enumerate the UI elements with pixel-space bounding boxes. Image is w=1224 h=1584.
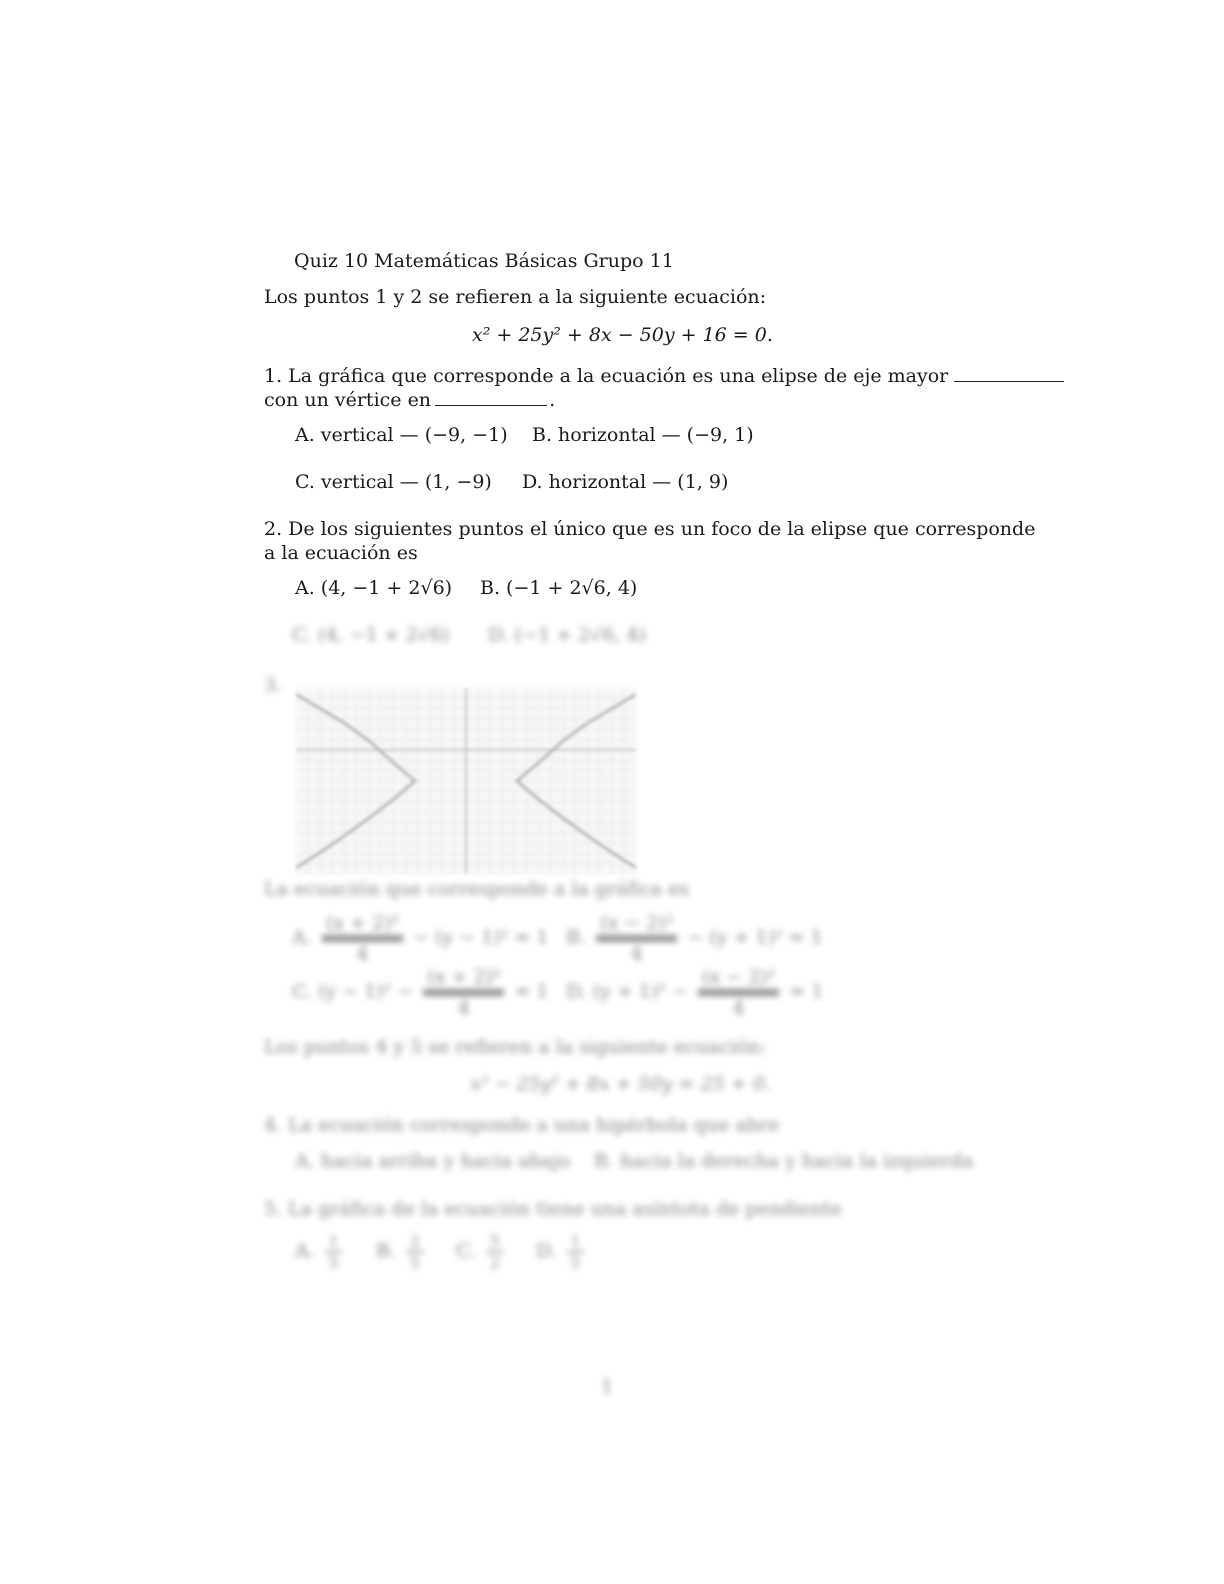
q3-option-c-rest: = 1 <box>514 980 549 1003</box>
fraction-numerator: (x − 2)² <box>600 912 674 934</box>
q3-option-c-label: C. <box>292 980 312 1003</box>
fraction-bar <box>322 935 403 942</box>
fraction-bar <box>596 935 677 942</box>
fraction-denominator: 4 <box>356 943 369 965</box>
q1-option-c[interactable]: C. vertical — (1, −9) <box>295 471 492 493</box>
fraction-numerator: 1 <box>570 1232 581 1250</box>
q1-option-d[interactable]: D. horizontal — (1, 9) <box>522 471 729 493</box>
fraction-bar <box>325 1251 343 1253</box>
fraction-numerator: (x + 2)² <box>325 912 400 934</box>
q3-number: 3. <box>264 674 283 696</box>
intro-points-1-2: Los puntos 1 y 2 se refieren a la siguiente ecuación: <box>264 286 767 308</box>
q2-option-b[interactable]: B. (−1 + 2√6, 4) <box>480 577 638 599</box>
q2-option-d[interactable]: D. (−1 + 2√6, 4) <box>488 624 646 646</box>
q5-option-d-fraction <box>567 1232 585 1272</box>
q3-option-b[interactable] <box>566 912 823 965</box>
q3-option-d-label: D. <box>566 980 587 1003</box>
q4-option-a[interactable]: A. hacia arriba y hacia abajo <box>295 1150 571 1172</box>
q1-text-line2 <box>264 389 555 411</box>
answer-blank-vertex[interactable] <box>435 391 547 406</box>
q1-option-b[interactable]: B. horizontal — (−9, 1) <box>532 424 754 446</box>
fraction-denominator: 5 <box>410 1253 420 1272</box>
q5-option-d[interactable] <box>536 1232 588 1272</box>
fraction-denominator: 4 <box>732 997 745 1019</box>
fraction-bar <box>486 1251 504 1253</box>
hyperbola-chart <box>296 688 636 874</box>
q2-text-line2: a la ecuación es <box>264 542 418 564</box>
q3-option-b-fraction <box>596 912 677 965</box>
q5-option-a-fraction <box>325 1232 343 1272</box>
q3-option-b-label: B. <box>566 926 587 949</box>
fraction-bar <box>406 1251 424 1253</box>
q3-option-a[interactable] <box>292 912 548 965</box>
fraction-numerator: (x − 2)² <box>701 966 776 988</box>
q3-option-c[interactable] <box>292 966 549 1019</box>
q5-option-c-fraction <box>486 1232 504 1272</box>
q3-option-a-fraction <box>322 912 403 965</box>
q3-prompt: La ecuación que corresponde a la gráfica es <box>264 878 690 900</box>
q4-prompt: 4. La ecuación corresponde a una hipérbola que abre <box>264 1114 780 1136</box>
q5-option-d-label: D. <box>536 1239 557 1262</box>
q2-option-c[interactable]: C. (4, −1 + 2√6) <box>292 624 450 646</box>
q5-option-c[interactable] <box>456 1232 508 1272</box>
fraction-denominator: 4 <box>630 943 643 965</box>
q2-text-line1: 2. De los siguientes puntos el único que es un foco de la elipse que corresponde <box>264 518 1036 540</box>
q1-period: . <box>549 389 556 411</box>
q3-option-c-pre: (y − 1)² − <box>317 980 414 1003</box>
q3-option-a-rest: − (y − 1)² = 1 <box>413 926 549 949</box>
q5-option-a-label: A. <box>295 1239 315 1262</box>
fraction-denominator: 2 <box>489 1253 500 1272</box>
equation-ellipse: x² + 25y² + 8x − 50y + 16 = 0. <box>472 324 773 346</box>
q5-option-b[interactable] <box>376 1232 428 1272</box>
q3-option-d-rest: = 1 <box>789 980 824 1003</box>
q5-option-c-label: C. <box>456 1239 476 1262</box>
fraction-numerator: 5 <box>489 1232 500 1250</box>
q3-option-a-label: A. <box>292 926 312 949</box>
page-number: 1 <box>601 1376 614 1398</box>
q5-option-b-fraction <box>406 1232 424 1272</box>
q3-option-d-fraction <box>698 966 779 1019</box>
hyperbola-graph <box>296 688 636 874</box>
fraction-bar <box>567 1251 585 1253</box>
q2-option-a[interactable]: A. (4, −1 + 2√6) <box>295 577 453 599</box>
q3-option-b-rest: − (y + 1)² = 1 <box>687 926 823 949</box>
equation-hyperbola: x² − 25y² + 8x + 50y = 25 + 0. <box>470 1073 771 1095</box>
fraction-denominator: 4 <box>457 997 470 1019</box>
q1-option-a[interactable]: A. vertical — (−9, −1) <box>295 424 508 446</box>
answer-blank-axis[interactable] <box>954 367 1064 382</box>
q5-prompt: 5. La gráfica de la ecuación tiene una asíntota de pendiente <box>264 1198 842 1220</box>
fraction-bar <box>423 989 504 996</box>
q3-option-d[interactable] <box>566 966 823 1019</box>
page-title: Quiz 10 Matemáticas Básicas Grupo 11 <box>294 250 674 272</box>
fraction-numerator: 2 <box>410 1232 420 1250</box>
q1-statement-cont: con un vértice en <box>264 389 432 411</box>
q5-option-a[interactable] <box>295 1232 346 1272</box>
q1-statement: 1. La gráfica que corresponde a la ecuación es una elipse de eje mayor <box>264 365 949 387</box>
intro-points-4-5: Los puntos 4 y 5 se refieren a la siguiente ecuación: <box>264 1036 767 1058</box>
q1-text-line1 <box>264 365 1064 387</box>
q5-option-b-label: B. <box>376 1239 397 1262</box>
q3-option-c-fraction <box>423 966 504 1019</box>
fraction-numerator: (x + 2)² <box>427 966 501 988</box>
fraction-denominator: 5 <box>570 1253 581 1272</box>
fraction-denominator: 5 <box>328 1253 339 1272</box>
q3-option-d-pre: (y + 1)² − <box>592 980 688 1003</box>
q4-option-b[interactable]: B. hacia la derecha y hacia la izquierda <box>594 1150 974 1172</box>
fraction-bar <box>698 989 779 996</box>
fraction-numerator: 1 <box>328 1232 339 1250</box>
